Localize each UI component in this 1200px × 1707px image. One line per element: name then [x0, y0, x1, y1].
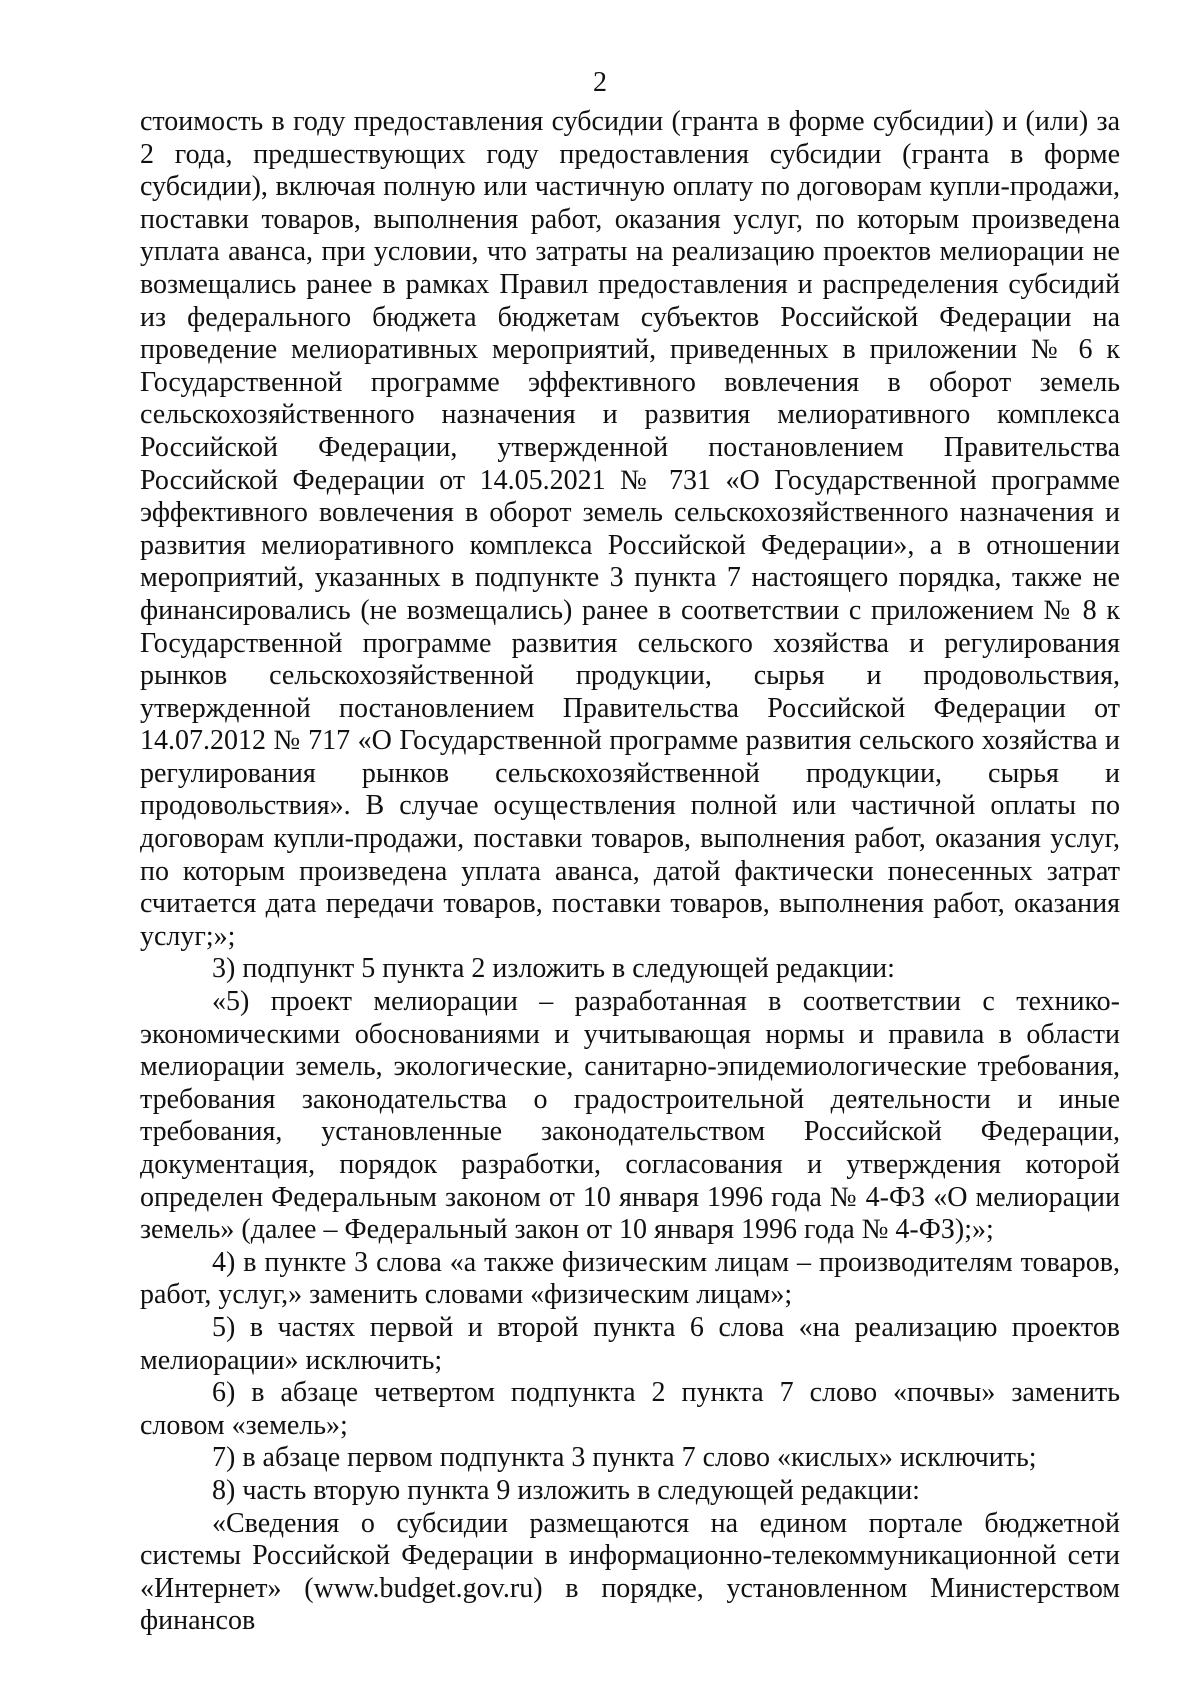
paragraph-subsidy-info: «Сведения о субсидии размещаются на едином портале бюджетной системы Российской Федерации в информационно-телекоммуникационной сети «Интернет» (www.budget.gov.ru) в порядке, установленном Министерством финансов — [140, 1507, 1120, 1637]
paragraph-item-5: 5) в частях первой и второй пункта 6 слова «на реализацию проектов мелиорации» исключить; — [140, 1311, 1120, 1376]
document-body — [140, 106, 1120, 1638]
paragraph-item-5-definition: «5) проект мелиорации – разработанная в соответствии с технико-экономическими обоснованиями и учитывающая нормы и правила в области мелиорации земель, экологические, санитарно-эпидемиологические требования, требования законодательства о градостроительной деятельности и иные требования, установленные законодательством Российской Федерации, документация, порядок разработки, согласования и утверждения которой определен Федеральным законом от 10 января 1996 года № 4-ФЗ «О мелиорации земель» (далее – Федеральный закон от 10 января 1996 года № 4-ФЗ);»; — [140, 986, 1120, 1246]
paragraph-item-3: 3) подпункт 5 пункта 2 изложить в следующей редакции: — [212, 953, 895, 985]
paragraph-item-7: 7) в абзаце первом подпункта 3 пункта 7 слово «кислых» исключить; — [212, 1442, 1037, 1474]
paragraph-item-8: 8) часть вторую пункта 9 изложить в следующей редакции: — [212, 1474, 920, 1506]
paragraph-item-4: 4) в пункте 3 слова «а также физическим лицам – производителям товаров, работ, услуг,» заменить словами «физическим лицам»; — [140, 1246, 1120, 1311]
paragraph-subsidy-costs: стоимость в году предоставления субсидии (гранта в форме субсидии) и (или) за 2 года, предшествующих году предоставления субсидии (гранта в форме субсидии), включая полную или частичную оплату по договорам купли-продажи, поставки товаров, выполнения работ, оказания услуг, по которым произведена уплата аванса, при условии, что затраты на реализацию проектов мелиорации не возмещались ранее в рамках Правил предоставления и распределения субсидий из федерального бюджета бюджетам субъектов Российской Федерации на проведение мелиоративных мероприятий, приведенных в приложении № 6 к Государственной программе эффективного вовлечения в оборот земель сельскохозяйственного назначения и развития мелиоративного комплекса Российской Федерации, утвержденной постановлением Правительства Российской Федерации от 14.05.2021 № 731 «О Государственной программе эффективного вовлечения в оборот земель сельскохозяйственного назначения и развития мелиоративного комплекса Российской Федерации», а в отношении мероприятий, указанных в подпункте 3 пункта 7 настоящего порядка, также не финансировались (не возмещались) ранее в соответствии с приложением № 8 к Государственной программе развития сельского хозяйства и регулирования рынков сельскохозяйственной продукции, сырья и продовольствия, утвержденной постановлением Правительства Российской Федерации от 14.07.2012 № 717 «О Государственной программе развития сельского хозяйства и регулирования рынков сельскохозяйственной продукции, сырья и продовольствия». В случае осуществления полной или частичной оплаты по договорам купли-продажи, поставки товаров, выполнения работ, оказания услуг, по которым произведена уплата аванса, датой фактически понесенных затрат считается дата передачи товаров, поставки товаров, выполнения работ, оказания услуг;»; — [140, 106, 1120, 952]
page-number: 2 — [593, 67, 607, 98]
paragraph-item-6: 6) в абзаце четвертом подпункта 2 пункта 7 слово «почвы» заменить словом «земель»; — [140, 1377, 1120, 1441]
